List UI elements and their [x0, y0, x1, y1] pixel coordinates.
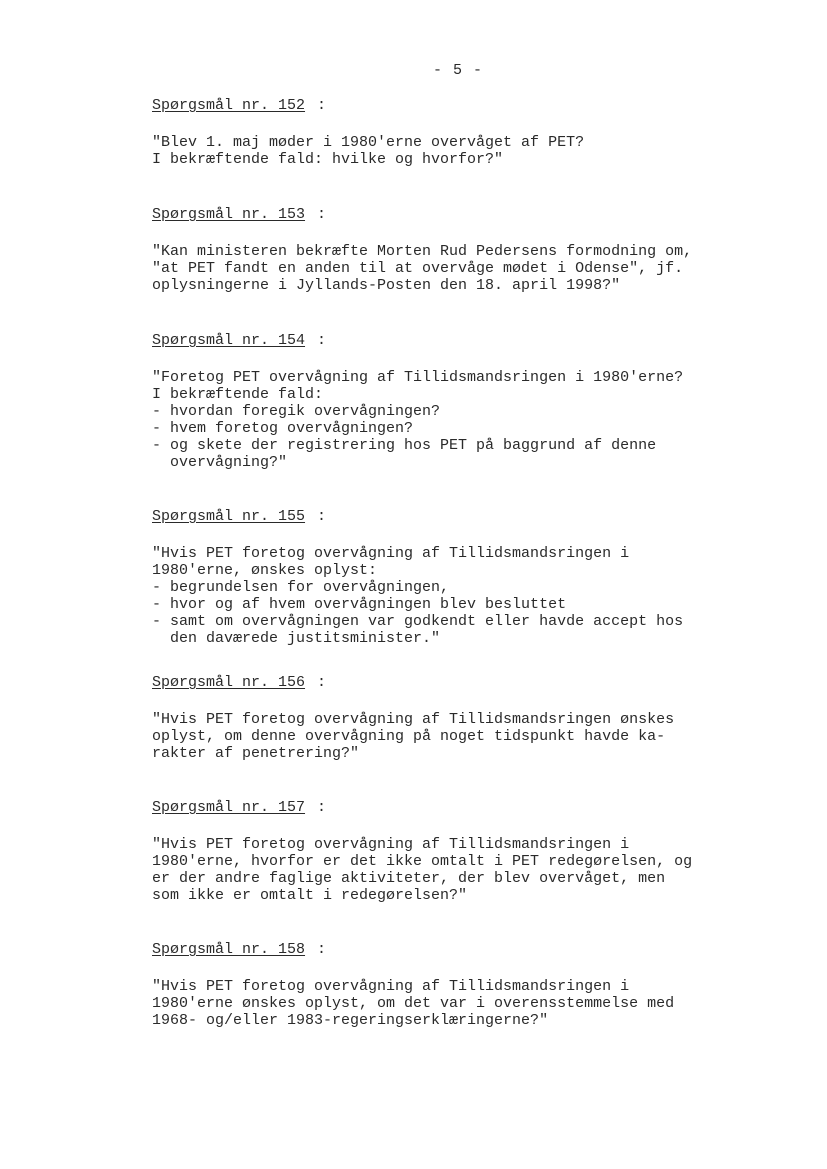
question-line: overvågning?": [152, 454, 288, 471]
question-line: "Blev 1. maj møder i 1980'erne overvåget af PET?: [152, 134, 585, 151]
question-154: [152, 332, 772, 471]
question-line: den daværede justitsminister.": [152, 630, 441, 647]
question-line: som ikke er omtalt i redegørelsen?": [152, 887, 468, 904]
question-153: [152, 206, 772, 294]
question-heading-text: Spørgsmål nr. 154: [152, 332, 306, 349]
heading-colon: :: [317, 97, 327, 114]
question-line: "Foretog PET overvågning af Tillidsmandsringen i 1980'erne?: [152, 369, 684, 386]
question-line: 1980'erne, ønskes oplyst:: [152, 562, 378, 579]
question-line: - samt om overvågningen var godkendt eller havde accept hos: [152, 613, 684, 630]
question-heading-text: Spørgsmål nr. 153: [152, 206, 306, 223]
question-line: 1968- og/eller 1983-regeringserklæringerne?": [152, 1012, 549, 1029]
question-156: [152, 674, 772, 762]
question-body: [152, 545, 772, 647]
heading-colon: :: [317, 508, 327, 525]
question-heading: [152, 799, 772, 816]
question-155: [152, 508, 772, 647]
heading-colon: :: [317, 332, 327, 349]
question-heading: [152, 508, 772, 525]
question-line: - begrundelsen for overvågningen,: [152, 579, 450, 596]
page-number: - 5 -: [433, 62, 484, 79]
question-line: oplysningerne i Jyllands-Posten den 18. april 1998?": [152, 277, 621, 294]
question-158: [152, 941, 772, 1029]
question-body: [152, 836, 772, 904]
question-line: "Hvis PET foretog overvågning af Tillidsmandsringen i: [152, 978, 630, 995]
question-line: er der andre faglige aktiviteter, der blev overvåget, men: [152, 870, 666, 887]
question-line: 1980'erne ønskes oplyst, om det var i overensstemmelse med: [152, 995, 675, 1012]
question-line: - hvordan foregik overvågningen?: [152, 403, 441, 420]
question-line: - hvor og af hvem overvågningen blev besluttet: [152, 596, 567, 613]
question-line: "Hvis PET foretog overvågning af Tillidsmandsringen i: [152, 836, 630, 853]
question-line: - hvem foretog overvågningen?: [152, 420, 414, 437]
question-line: "Kan ministeren bekræfte Morten Rud Pedersens formodning om,: [152, 243, 693, 260]
question-157: [152, 799, 772, 904]
question-heading-text: Spørgsmål nr. 155: [152, 508, 306, 525]
heading-colon: :: [317, 941, 327, 958]
question-line: I bekræftende fald:: [152, 386, 324, 403]
question-heading: [152, 206, 772, 223]
question-heading-text: Spørgsmål nr. 156: [152, 674, 306, 691]
question-heading-text: Spørgsmål nr. 157: [152, 799, 306, 816]
question-body: [152, 711, 772, 762]
question-heading: [152, 332, 772, 349]
question-line: "at PET fandt en anden til at overvåge mødet i Odense", jf.: [152, 260, 684, 277]
question-body: [152, 369, 772, 471]
question-heading: [152, 941, 772, 958]
question-152: [152, 97, 772, 168]
question-line: "Hvis PET foretog overvågning af Tillidsmandsringen i: [152, 545, 630, 562]
question-line: - og skete der registrering hos PET på baggrund af denne: [152, 437, 657, 454]
heading-colon: :: [317, 206, 327, 223]
question-line: rakter af penetrering?": [152, 745, 360, 762]
question-body: [152, 134, 772, 168]
heading-colon: :: [317, 799, 327, 816]
question-line: "Hvis PET foretog overvågning af Tillidsmandsringen ønskes: [152, 711, 675, 728]
heading-colon: :: [317, 674, 327, 691]
question-heading-text: Spørgsmål nr. 158: [152, 941, 306, 958]
question-line: oplyst, om denne overvågning på noget tidspunkt havde ka-: [152, 728, 666, 745]
question-heading-text: Spørgsmål nr. 152: [152, 97, 306, 114]
question-heading: [152, 674, 772, 691]
question-body: [152, 978, 772, 1029]
question-line: 1980'erne, hvorfor er det ikke omtalt i PET redegørelsen, og: [152, 853, 693, 870]
question-line: I bekræftende fald: hvilke og hvorfor?": [152, 151, 504, 168]
question-body: [152, 243, 772, 294]
question-heading: [152, 97, 772, 114]
